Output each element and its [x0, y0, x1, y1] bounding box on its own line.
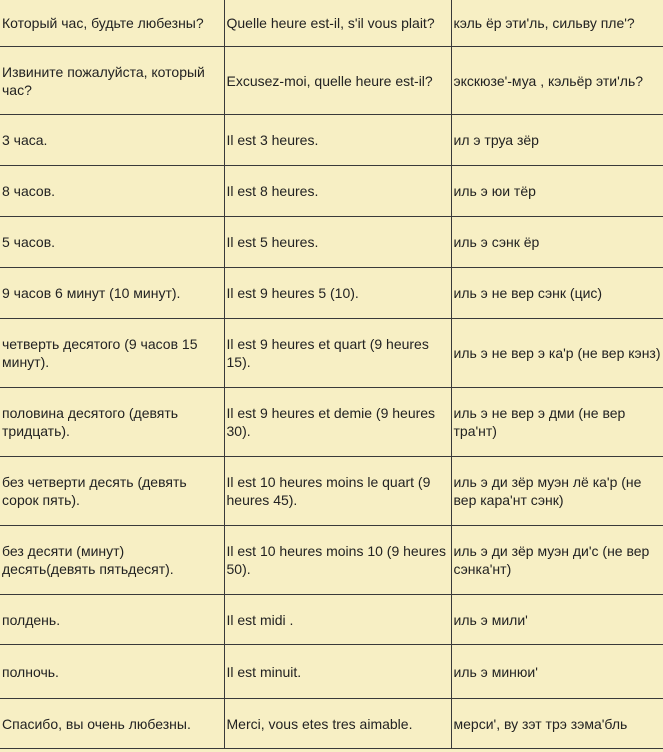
pronunciation-cell: кэль ёр эти'ль, сильву пле'?: [451, 0, 663, 47]
french-cell: Il est 5 heures.: [224, 217, 451, 268]
russian-cell: 3 часа.: [0, 115, 224, 166]
table-row: [0, 166, 663, 217]
table-row: [0, 388, 663, 457]
russian-cell: Спасибо, вы очень любезны.: [0, 699, 224, 749]
table-row: [0, 115, 663, 166]
french-cell: Il est 9 heures 5 (10).: [224, 268, 451, 319]
table-row: [0, 217, 663, 268]
french-cell: Il est 9 heures et quart (9 heures 15).: [224, 319, 451, 388]
french-cell: Il est midi .: [224, 595, 451, 645]
french-cell: Il est 8 heures.: [224, 166, 451, 217]
table-row: [0, 319, 663, 388]
pronunciation-cell: иль э не вер сэнк (цис): [451, 268, 663, 319]
pronunciation-cell: иль э мили': [451, 595, 663, 645]
russian-cell: половина десятого (девять тридцать).: [0, 388, 224, 457]
french-cell: Il est 10 heures moins 10 (9 heures 50).: [224, 526, 451, 595]
pronunciation-cell: иль э юи тёр: [451, 166, 663, 217]
russian-cell: 5 часов.: [0, 217, 224, 268]
french-cell: Merci, vous etes tres aimable.: [224, 699, 451, 749]
pronunciation-cell: экскюзе'-муа , кэльёр эти'ль?: [451, 47, 663, 115]
french-cell: Il est 10 heures moins le quart (9 heures 45).: [224, 457, 451, 526]
table-row: [0, 268, 663, 319]
french-cell: Quelle heure est-il, s'il vous plait?: [224, 0, 451, 47]
table-row: [0, 595, 663, 645]
russian-cell: полночь.: [0, 645, 224, 699]
russian-cell: Который час, будьте любезны?: [0, 0, 224, 47]
russian-cell: без десяти (минут) десять(девять пятьдесят).: [0, 526, 224, 595]
pronunciation-cell: иль э не вер э дми (не вер тра'нт): [451, 388, 663, 457]
pronunciation-cell: ил э труа зёр: [451, 115, 663, 166]
russian-cell: 9 часов 6 минут (10 минут).: [0, 268, 224, 319]
pronunciation-cell: иль э минюи': [451, 645, 663, 699]
french-cell: Il est 9 heures et demie (9 heures 30).: [224, 388, 451, 457]
russian-cell: полдень.: [0, 595, 224, 645]
russian-cell: Извините пожалуйста, который час?: [0, 47, 224, 115]
table-row: [0, 526, 663, 595]
pronunciation-cell: иль э сэнк ёр: [451, 217, 663, 268]
russian-cell: без четверти десять (девять сорок пять).: [0, 457, 224, 526]
french-cell: Il est minuit.: [224, 645, 451, 699]
pronunciation-cell: иль э не вер э ка'р (не вер кэнз): [451, 319, 663, 388]
pronunciation-cell: иль э ди зёр муэн ди'с (не вер сэнка'нт): [451, 526, 663, 595]
pronunciation-cell: иль э ди зёр муэн лё ка'р (не вер кара'нт сэнк): [451, 457, 663, 526]
table-row: [0, 0, 663, 47]
table-row: [0, 645, 663, 699]
russian-cell: 8 часов.: [0, 166, 224, 217]
french-cell: Excusez-moi, quelle heure est-il?: [224, 47, 451, 115]
pronunciation-cell: мерси', ву зэт трэ зэма'бль: [451, 699, 663, 749]
table-row: [0, 699, 663, 749]
table-row: [0, 457, 663, 526]
french-cell: Il est 3 heures.: [224, 115, 451, 166]
russian-cell: четверть десятого (9 часов 15 минут).: [0, 319, 224, 388]
table-row: [0, 47, 663, 115]
